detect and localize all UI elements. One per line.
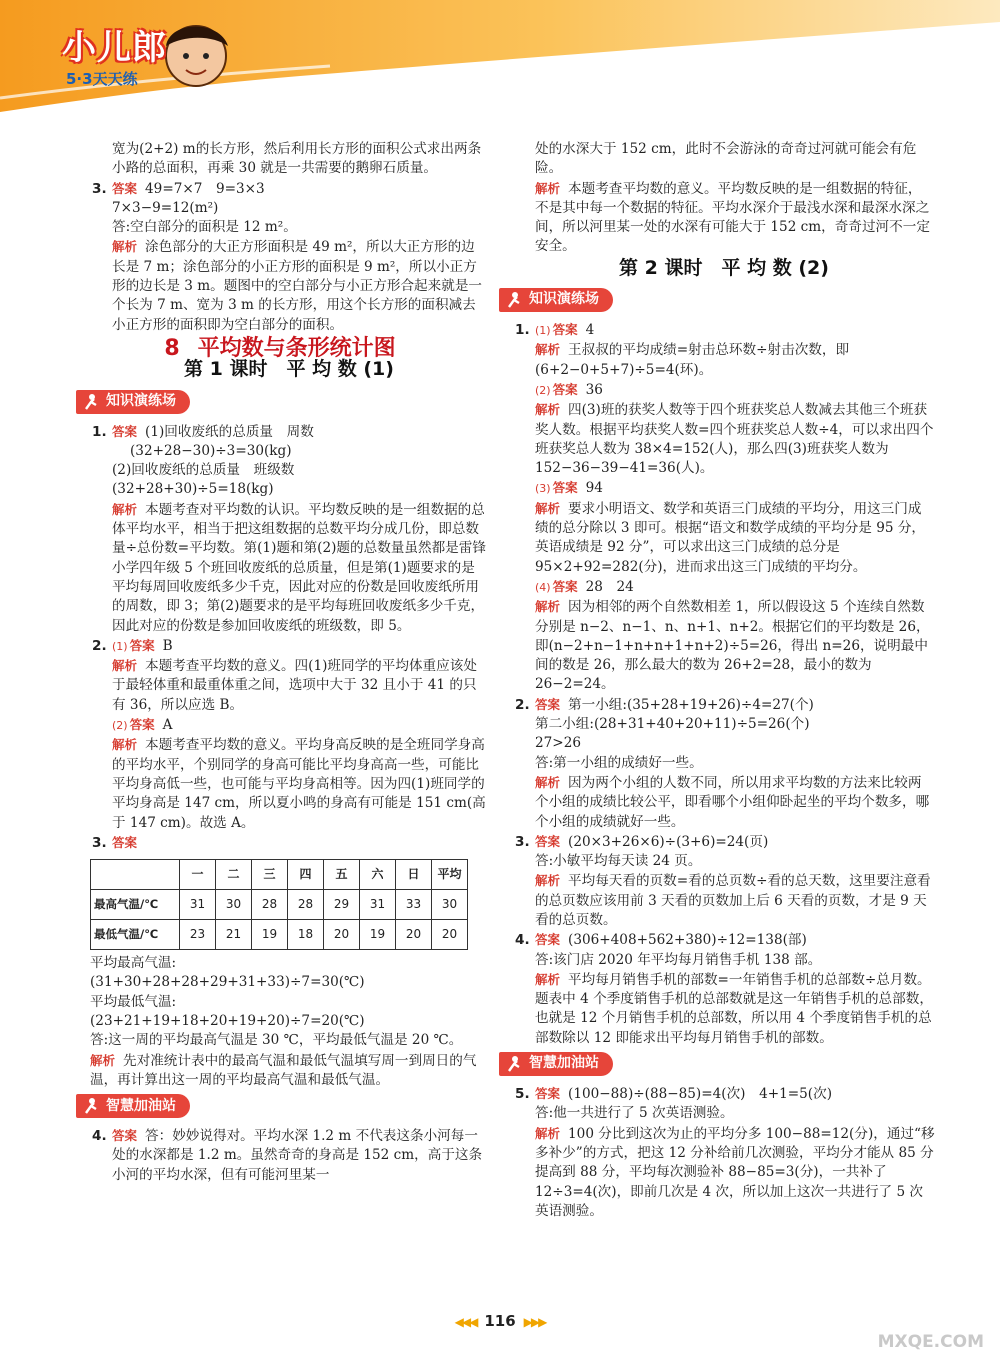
r-q2-analysis: 解析 因为两个小组的人数不同，所以用求平均数的方法来比较两个小组的成绩比较公平，即看哪个小组仰卧起坐的平均个数多，哪个小组的成绩就好一些。 [535,774,930,830]
right-column [513,140,935,1221]
r-q2-line2: 第二小组:(28+31+40+20+11)÷5=26(个) [535,716,810,733]
right-arrows-icon: ▶▶▶ [523,1315,546,1329]
r-q2-line4: 答:第一小组的成绩好一些。 [535,754,703,771]
r-q1-answer3: (3) 答案 94 [535,480,603,497]
table-row: 最低气温/℃ 23 21 19 18 20 19 20 20 [91,920,468,950]
left-arrows-icon: ◀◀◀ [454,1315,477,1329]
r-q4-answer: 4. 答案 (306+408+562+380)÷12=138(部) [515,932,807,949]
lesson-title: 第 1 课时 平 均 数 (1) [184,358,394,381]
left-column [90,140,488,1185]
chapter-title: 8 平均数与条形统计图 [164,335,396,361]
q4-analysis: 解析 本题考查平均数的意义。平均数反映的是一组数据的特征，不是其中每一个数据的特征。平均水深介于最浅水深和最深水深之间，所以河里某一处的水深有可能大于 152 cm，奇奇过河不一定安全。 [535,180,930,255]
section-tag-3: 知识演练场 [499,288,613,312]
brand-logo: 小儿郎 [62,28,167,68]
q3b-line3: 平均最低气温: [90,993,177,1010]
q3-analysis: 解析 涂色部分的大正方形面积是 49 m²，所以大正方形的边长是 7 m；涂色部分的小正方形的面积是 9 m²，所以小正方形的边长是 3 m。题图中的空白部分与小正方形合起来就是一个长为 7 m、宽为 3 m 的长方形，用这个长方形的面积减去小正方形的面积即为空白部分的面积。 [112,239,483,333]
r-q4-line2: 答:该门店 2020 年平均每月销售手机 138 部。 [535,951,822,968]
r-q4-analysis: 解析 平均每月销售手机的部数=一年销售手机的总部数÷总月数。题表中 4 个季度销售手机的总部数就是这一年销售手机的总部数，也就是 12 个月销售手机的总部数，所以用 4 个季度销售手机的总部数除以 12 即能求出平均每月销售手机的部数。 [535,971,933,1046]
r-q3-line2: 答:小敏平均每天读 24 页。 [535,853,702,870]
q2-answer1: 2. (1) 答案 B [92,637,173,654]
series-name: 5·3天天练 [66,70,138,88]
runner-icon [505,291,523,309]
q3b-line2: (31+30+28+28+29+31+33)÷7=30(℃) [90,974,365,991]
r-q2-line3: 27>26 [535,735,581,752]
q4-answer: 4. 答案 答：妙妙说得对。平均水深 1.2 m 不代表这条小河每一处的水深都是 1.2 m。虽然奇奇的身高是 152 cm，高于这条小河的平均水深，但有可能河里某一 [92,1128,483,1183]
lesson-title-2: 第 2 课时 平 均 数 (2) [619,256,829,279]
header-banner [0,0,1000,112]
r-q5-answer: 5. 答案 (100−88)÷(88−85)=4(次) 4+1=5(次) [515,1086,832,1103]
r-q1-analysis1: 解析 王叔叔的平均成绩=射击总环数÷射击次数，即(6+2−0+5+7)÷5=4(环)。 [535,342,850,378]
r-q1-analysis4: 解析 因为相邻的两个自然数相差 1，所以假设这 5 个连续自然数分别是 n−2、n−1、n、n+1、n+2。根据它们的平均数是 26，即(n−2+n−1+n+n+1+n+2)÷5=26，得出 n=26，说明最中间的数是 26，那么最大的数为 26+2=28，最小的数为 26−2=24。 [535,599,930,693]
page-number: ◀◀◀ 116 ▶▶▶ [454,1312,546,1330]
temperature-table [90,859,468,950]
q1-line2: (32+28−30)÷3=30(kg) [130,442,292,459]
watermark: MXQE.COM [877,1332,984,1352]
r-q5-analysis: 解析 100 分比到这次为止的平均分多 100−88=12(分)，通过“移多补少”的方式，把这 12 分补给前几次测验，平均分才能从 85 分提高到 88 分，平均每次测验补 88−85=3(分)，一共补了 12÷3=4(次)，即前几次是 4 次，所以加上这次一共进行了 5 次英语测验。 [535,1125,935,1219]
section-tag-2: 智慧加油站 [76,1094,190,1118]
runner-icon [82,393,100,411]
q3b-line4: (23+21+19+18+20+19+20)÷7=20(℃) [90,1012,365,1029]
q3b-line5: 答:这一周的平均最高气温是 30 ℃，平均最低气温是 20 ℃。 [90,1032,463,1049]
q1-answer: 1. 答案 (1)回收废纸的总质量 周数 [92,423,314,440]
q3b-line1: 平均最高气温: [90,955,177,972]
table-header-row: 一 二 三 四 五 六 日 平均 [91,860,468,890]
q3b-analysis: 解析 先对准统计表中的最高气温和最低气温填写周一到周日的气温，再计算出这一周的平均最高气温和最低气温。 [90,1052,477,1088]
r-q3-analysis: 解析 平均每天看的页数=看的总页数÷看的总天数，这里要注意看的总页数应该用前 3 天看的页数加上后 6 天看的页数，才是 9 天看的总页数。 [535,873,931,928]
q3b-answer: 3. 答案 [92,834,138,851]
r-q3-answer: 3. 答案 (20×3+26×6)÷(3+6)=24(页) [515,833,769,850]
r-q2-answer: 2. 答案 第一小组:(35+28+19+26)÷4=27(个) [515,696,814,713]
runner-icon [82,1097,100,1115]
q1-analysis: 解析 本题考查对平均数的认识。平均数反映的是一组数据的总体平均水平，相当于把这组数据的总数平均分成几份，即总数量÷总份数=平均数。第(1)题和第(2)题的总数量虽然都是雷锋小学四年级 5 个班回收废纸的总质量，但是第(1)题要求的是平均每周回收废纸多少千克，因此对应的份数是回收废纸所用的周数，即 3；第(2)题要求的是平均每班回收废纸多少千克，因此对应的份数是参加回收废纸的班级数，即 5。 [112,501,486,634]
q2-analysis1: 解析 本题考查平均数的意义。四(1)班同学的平均体重应该处于最轻体重和最重体重之间，选项中大于 32 且小于 41 的只有 36，所以应选 B。 [112,658,477,713]
r-q1-answer4: (4) 答案 28 24 [535,578,634,595]
intro-text: 宽为(2+2) m的长方形，然后利用长方形的面积公式求出两条小路的总面积，再乘 30 就是一共需要的鹅卵石质量。 [112,141,482,177]
q2-answer2: (2) 答案 A [112,717,173,734]
r-q5-line2: 答:他一共进行了 5 次英语测验。 [535,1105,734,1122]
q1-line4: (32+28+30)÷5=18(kg) [112,481,274,498]
q3-answer: 3. 答案 49=7×7 9=3×3 [92,180,265,197]
runner-icon [505,1055,523,1073]
q3-line3: 答:空白部分的面积是 12 m²。 [112,219,297,236]
q4-continued: 处的水深大于 152 cm，此时不会游泳的奇奇过河就可能会有危险。 [535,141,917,177]
table-row: 最高气温/℃ 31 30 28 28 29 31 33 30 [91,890,468,920]
r-q1-answer2: (2) 答案 36 [535,381,603,398]
r-q1-answer1: 1. (1) 答案 4 [515,322,595,339]
q3-line2: 7×3−9=12(m²) [112,199,219,216]
section-tag-4: 智慧加油站 [499,1052,613,1076]
q1-line3: (2)回收废纸的总质量 班级数 [112,462,295,479]
r-q1-analysis2: 解析 四(3)班的获奖人数等于四个班获奖总人数减去其他三个班获奖人数。根据平均获奖人数=四个班获奖总人数÷4，可以求出四个班获奖总人数为 38×4=152(人)，那么四(3)班获奖人数为 152−36−39−41=36(人)。 [535,402,934,477]
q2-analysis2: 解析 本题考查平均数的意义。平均身高反映的是全班同学身高的平均水平，个别同学的身高可能比平均身高高一些，可能比平均身高低一些，也可能与平均身高相等。因为四(1)班同学的平均身高是 147 cm，所以夏小鸣的身高有可能是 151 cm(高于 147 cm)。故选 A。 [112,737,486,831]
section-tag: 知识演练场 [76,390,190,414]
r-q1-analysis3: 解析 要求小明语文、数学和英语三门成绩的平均分，用这三门成绩的总分除以 3 即可。根据“语文和数学成绩的平均分是 95 分，英语成绩是 92 分”，可以求出这三门成绩的总分是 95×2+92=282(分)，进而求出这三门成绩的平均分。 [535,500,926,575]
